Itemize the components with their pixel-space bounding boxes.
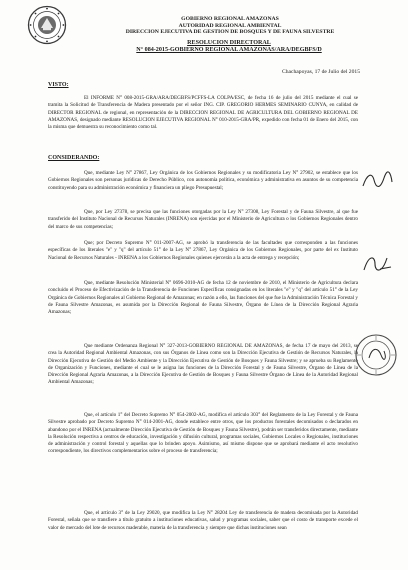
letterhead: [80, 16, 380, 36]
considerando-heading: CONSIDERANDO:: [48, 155, 100, 161]
visto-paragraph: El INFORME N° 008-2015-GRA/ARA/DEGBFS/PCFFS-LA COLPA/ESC, de fecha 16 de julio del 2015 mediante el cual se tramita la Solicitud de Transferencia de Madera presentado por el señor ING. CIP. GREGORIO HERMES SEMINARIO CUNYA, en calidad de DIRECTOR REGIONAL de regional, en representación de la DIRECCION REGIONAL DE AGRICULTURA DEL GOBIERNO REGIONAL DE AMAZONAS, designado mediante RESOLUCION EJECUTIVA REGIONAL N° 010-2015-GRA/PR, expedido con fecha 01 de Enero del 2015, con la misma que demuestra su reconocimiento como tal.: [48, 95, 358, 130]
margin-initials-2: [360, 250, 394, 276]
resolution-title: RESOLUCION DIRECTORAL: [187, 40, 271, 46]
header-authority: AUTORIDAD REGIONAL AMBIENTAL: [178, 22, 282, 29]
considerando-paragraph-1: Que, mediante Ley N° 27867, Ley Orgánica de los Gobiernos Regionales y su modificatoria Ley N° 27902, se establece que los Gobiernos Regionales son personas jurídicas de Derecho Público, con autonomía política, económica y administrativa en asuntos de su competencia constituyendo para su administración económica y financiera un pliego Presupuestal;: [48, 170, 358, 191]
resolution-number: N° 084-2015-GOBIERNO REGIONAL AMAZONAS/ARA/DEGBFS/D: [136, 47, 322, 54]
considerando-paragraph-2: Que, por Ley 27378, se precisa que las funciones otorgadas por la Ley N° 27308, Ley Forestal y de Fauna Silvestre, al que fue transferido del Instituto Nacional de Recursos Naturales (INRENA) son ejercidas por el Ministerio de Agricultura o los Gobiernos Regionales dentro del marco de sus competencias;: [48, 209, 358, 230]
header-direction: DIRECCION EJECUTIVA DE GESTION DE BOSQUES Y DE FAUNA SILVESTRE: [125, 29, 335, 36]
considerando-paragraph-6: Que, el artículo 1° del Decreto Supremo N° 054-2002-AG, modifica el artículo 303° del Reglamento de la Ley Forestal y de Fauna Silvestre aprobado por Decreto Supremo N° 014-2001-AG, donde establece entre otros, que los productos forestales decomisados o declarados en abandono por el INRENA (actualmente Dirección Ejecutiva de Gestión de Bosques y Fauna Silvestre), podrán ser transferidos directamente, mediante la Resolución respectiva a centros de educación, investigación y difusión cultural, programas sociales, Gobiernos Locales o Regionales, instituciones de administración y control forestal y aquellas que lo brinden apoyo. Asimismo, así mismo dispone que se aprobará mediante el acto resolutivo correspondiente, los directivos complementarios sobre el proceso de transferencia;: [48, 412, 358, 455]
margin-initials-1: [360, 168, 394, 194]
date-line: Chachapoyas, 17 de Julio del 2015: [282, 69, 360, 75]
official-stamp: [354, 333, 398, 377]
considerando-paragraph-3: Que; por Decreto Supremo N° 011-2007-AG, se aprobó la transferencia de las facultades que corresponden a las funciones específicas de los literales "e" y "q" del artículo 51° de la Ley N° 27867, Ley Orgánica de los Gobiernos Regionales, por parte del ex Instituto Nacional de Recursos Naturales - INRENA a los Gobiernos Regionales quienes ejercerán a la acta de entrega y recepción;: [48, 240, 358, 261]
considerando-paragraph-4: Que, mediante Resolución Ministerial N° 0696-2010-AG de fecha 12 de noviembre de 2010, el Ministerio de Agricultura declara concluido el Proceso de Efectivización de la Transferencia de Funciones Específicas consignadas en los literales "e" y "q" del artículo 51° de la Ley Orgánica de Gobiernos Regionales al Gobierno Regional de Amazonas; en razón a ello, las funciones del que fue la Administración Técnica Forestal y de Fauna Silvestre Amazonas, es asumida por la Dirección Regional de Fauna Silvestre, Órgano de Línea de la Dirección Regional Agraria Amazonas;: [48, 280, 358, 315]
header-org: GOBIERNO REGIONAL AMAZONAS: [181, 16, 279, 22]
considerando-paragraph-5: Que mediante Ordenanza Regional N° 327-2013-GOBIERNO REGIONAL DE AMAZONAS, de fecha 17 de mayo del 2013, se crea la Autoridad Regional Ambiental Amazonas, con sus Órganos de Línea como son la Dirección Ejecutiva de Gestión de Recursos Naturales, la Dirección Ejecutiva de Gestión del Medio Ambiente y la Dirección Ejecutiva de Gestión de Bosques y Fauna Silvestre; y se aprueba su Reglamento de Organización y Funciones, mediante el cual se le asigna las funciones de la Dirección Forestal y de Fauna Silvestre, Órgano de Línea de la Dirección Regional Agraria Amazonas, a la Dirección Ejecutiva de Gestión de Bosques y Fauna Silvestre Órgano de Línea de la Autoridad Regional Ambiental Amazonas;: [48, 343, 358, 386]
resolution-title-block: [84, 40, 374, 55]
considerando-paragraph-7: Que, el artículo 3° de la Ley 29020, que modifica la Ley N° 28204 Ley de transferencia de madera decomisada por la Autoridad Forestal, señala que se transfiere a título gratuito a instituciones educativas, salud y programas sociales, saber que el costo de transporte excede el valor de mercado del lote de recursos maderable, materia de la transferencia y siempre que dichas instituciones sean: [48, 510, 358, 531]
regional-seal-logo: [27, 5, 67, 45]
visto-heading: VISTO:: [48, 82, 69, 88]
